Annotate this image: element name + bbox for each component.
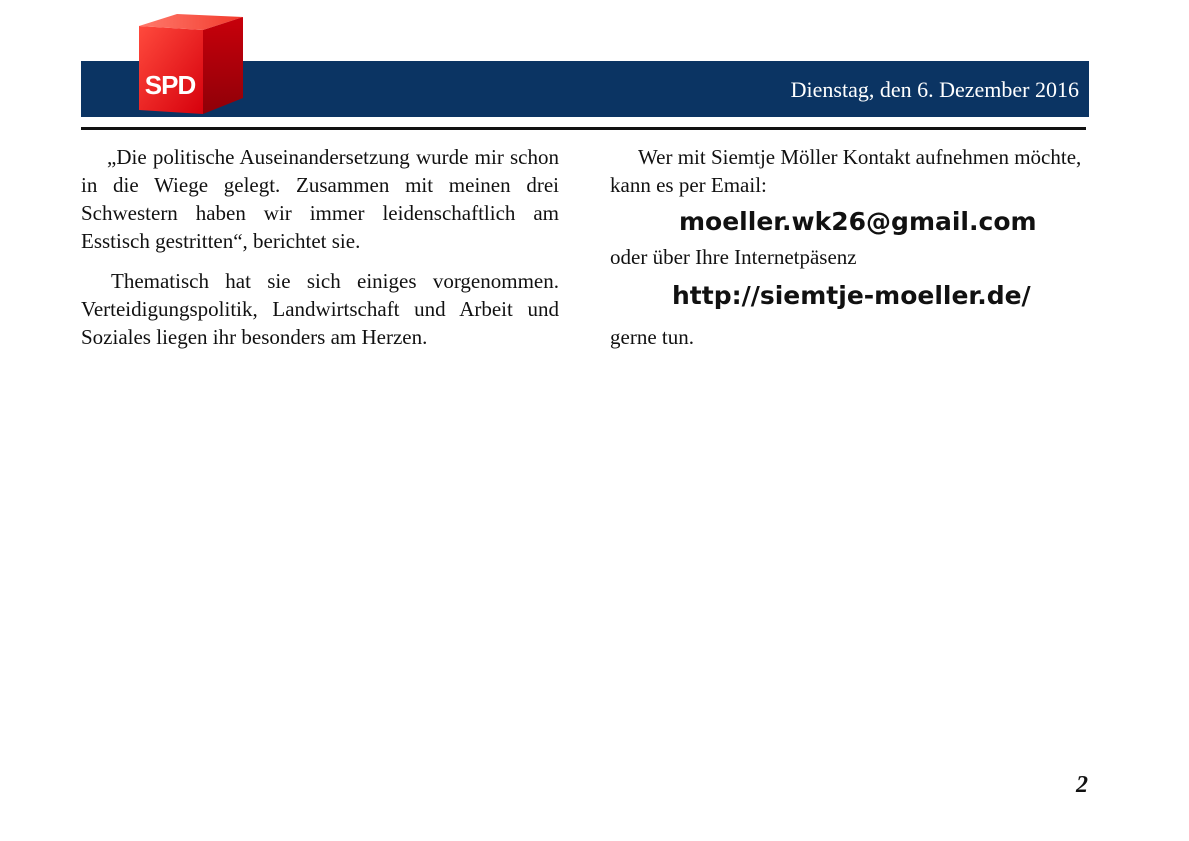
- contact-intro: Wer mit Siemtje Möller Kontakt aufnehmen möchte, kann es per Email:: [610, 145, 1082, 197]
- contact-closing: gerne tun.: [610, 325, 694, 349]
- spd-logo-text: SPD: [144, 70, 196, 100]
- email-address: moeller.wk26@gmail.com: [679, 207, 1037, 236]
- page-number: 2: [1076, 772, 1088, 798]
- header-date: Dienstag, den 6. Dezember 2016: [790, 77, 1079, 102]
- spd-logo: [137, 14, 243, 114]
- right-column: [610, 143, 1090, 351]
- left-paragraph-1: „Die politische Auseinandersetzung wurde mir schon in die Wiege gelegt. Zusammen mit meinen drei Schwestern haben wir immer leidenschaftlich am Esstisch gestritten“, berichtet sie.: [81, 145, 559, 253]
- contact-or-text: oder über Ihre Internetpäsenz: [610, 245, 857, 269]
- left-column: [81, 143, 559, 351]
- website-url: http://siemtje-moeller.de/: [672, 281, 1031, 310]
- header-rule: [81, 127, 1086, 130]
- left-paragraph-2: Thematisch hat sie sich einiges vorgenommen. Verteidigungspolitik, Landwirtschaft und Arbeit und Soziales liegen ihr besonders am Herzen.: [81, 269, 559, 349]
